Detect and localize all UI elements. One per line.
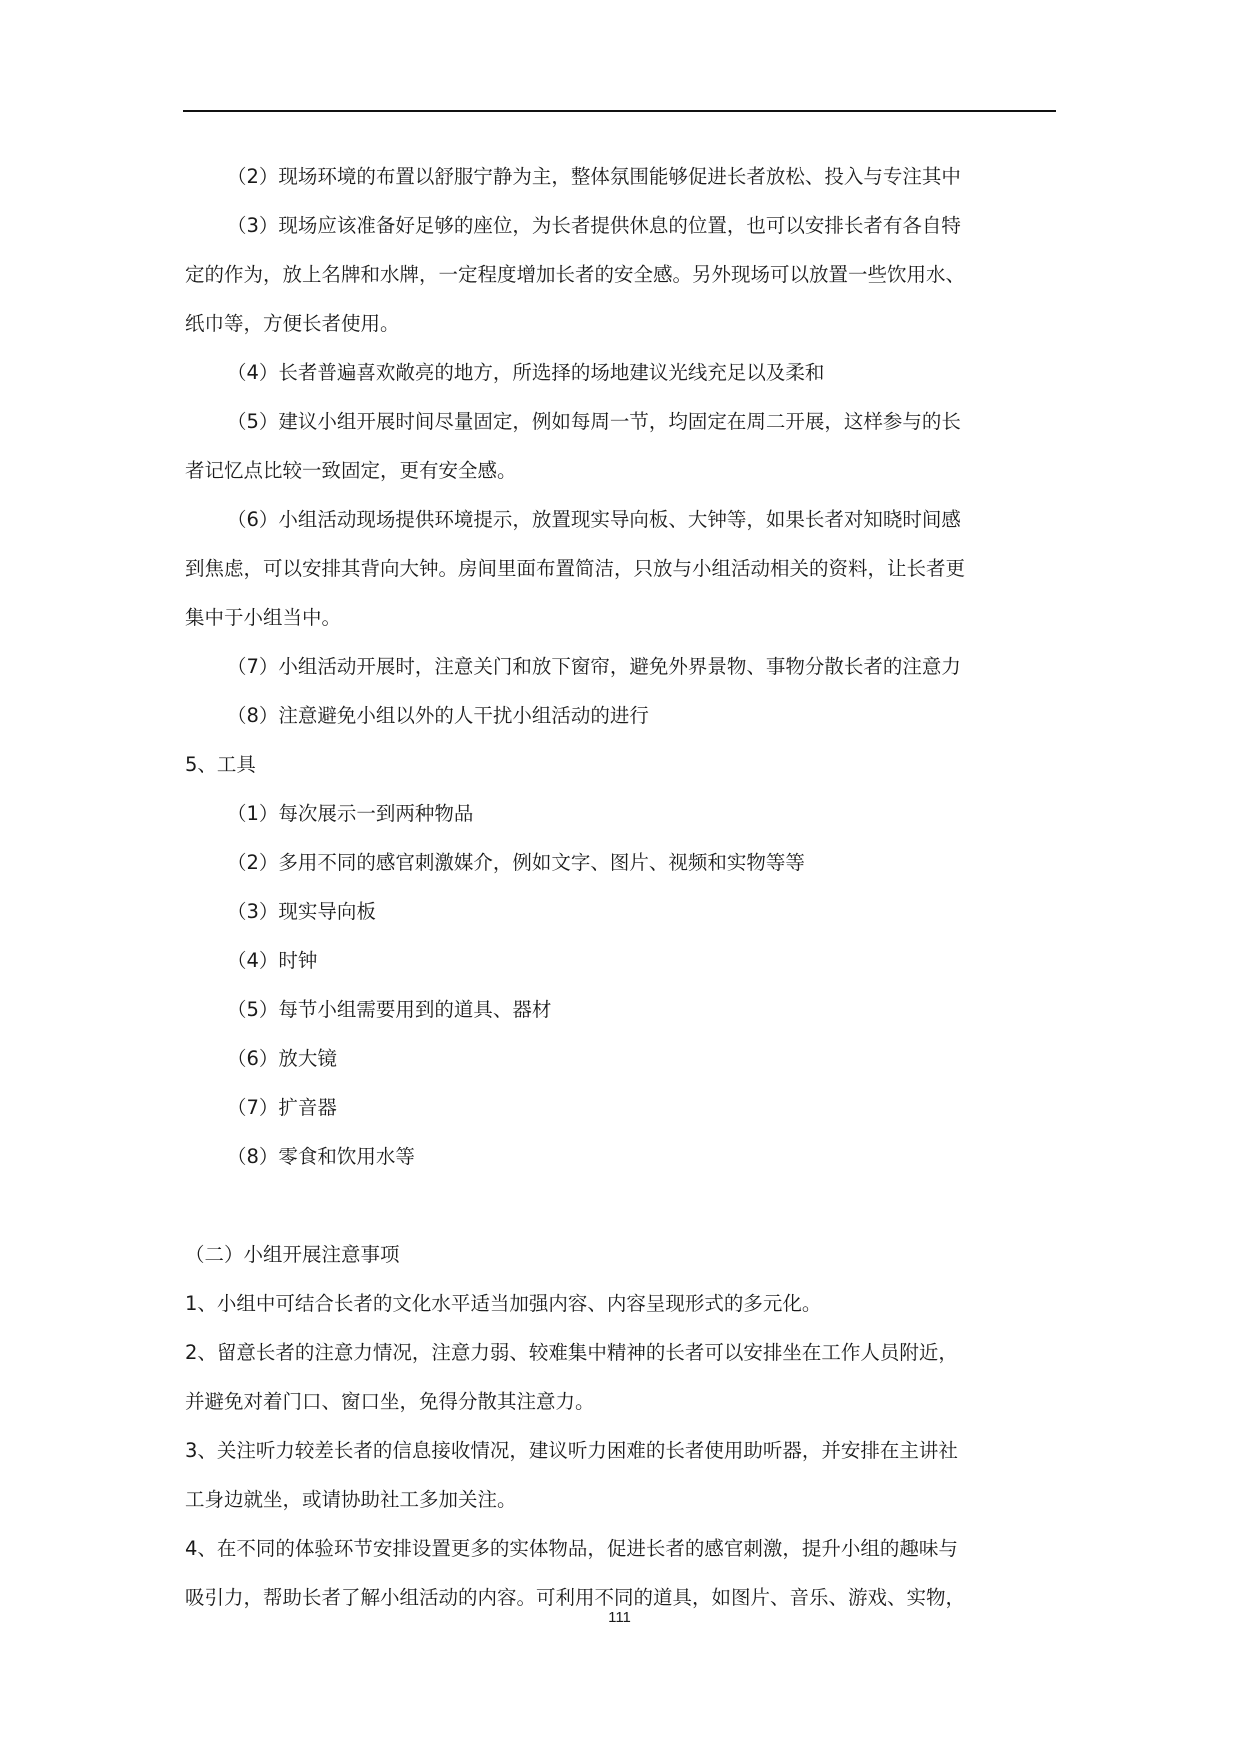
list-item: （8）零食和饮用水等 — [227, 1145, 415, 1168]
paragraph-line: 1、小组中可结合长者的文化水平适当加强内容、内容呈现形式的多元化。 — [185, 1292, 822, 1315]
paragraph-line: 4、在不同的体验环节安排设置更多的实体物品，促进长者的感官刺激，提升小组的趣味与 — [185, 1537, 958, 1560]
list-item: （5）每节小组需要用到的道具、器材 — [227, 998, 552, 1021]
paragraph-line: （4）长者普遍喜欢敞亮的地方，所选择的场地建议光线充足以及柔和 — [227, 361, 825, 384]
paragraph-line: （3）现场应该准备好足够的座位，为长者提供休息的位置，也可以安排长者有各自特 — [227, 214, 961, 237]
header-rule — [183, 110, 1056, 112]
paragraph-line: 并避免对着门口、窗口坐，免得分散其注意力。 — [185, 1390, 595, 1413]
page-number: 111 — [608, 1609, 631, 1626]
paragraph-line: 2、留意长者的注意力情况，注意力弱、较难集中精神的长者可以安排坐在工作人员附近， — [185, 1341, 958, 1364]
paragraph-line: （8）注意避免小组以外的人干扰小组活动的进行 — [227, 704, 649, 727]
list-item: （3）现实导向板 — [227, 900, 376, 923]
paragraph-line: （5）建议小组开展时间尽量固定，例如每周一节，均固定在周二开展，这样参与的长 — [227, 410, 961, 433]
paragraph-line: （2）现场环境的布置以舒服宁静为主，整体氛围能够促进长者放松、投入与专注其中 — [227, 165, 961, 188]
list-item: （7）扩音器 — [227, 1096, 337, 1119]
paragraph-line: 者记忆点比较一致固定，更有安全感。 — [185, 459, 517, 482]
paragraph-line: 吸引力，帮助长者了解小组活动的内容。可利用不同的道具，如图片、音乐、游戏、实物， — [185, 1586, 966, 1609]
list-item: （1）每次展示一到两种物品 — [227, 802, 474, 825]
list-item: （6）放大镜 — [227, 1047, 337, 1070]
paragraph-line: （6）小组活动现场提供环境提示，放置现实导向板、大钟等，如果长者对知晓时间感 — [227, 508, 961, 531]
blank-line — [185, 1181, 1055, 1230]
paragraph-line: （7）小组活动开展时，注意关门和放下窗帘，避免外界景物、事物分散长者的注意力 — [227, 655, 961, 678]
paragraph-line: 工身边就坐，或请协助社工多加关注。 — [185, 1488, 517, 1511]
paragraph-line: 到焦虑，可以安排其背向大钟。房间里面布置简洁，只放与小组活动相关的资料，让长者更 — [185, 557, 966, 580]
section-heading: （二）小组开展注意事项 — [185, 1243, 400, 1266]
paragraph-line: 集中于小组当中。 — [185, 606, 342, 629]
list-item: （4）时钟 — [227, 949, 318, 972]
list-item: （2）多用不同的感官刺激媒介，例如文字、图片、视频和实物等等 — [227, 851, 805, 874]
document-body — [185, 152, 1055, 1622]
paragraph-line: 定的作为，放上名牌和水牌，一定程度增加长者的安全感。另外现场可以放置一些饮用水、 — [185, 263, 966, 286]
paragraph-line: 3、关注听力较差长者的信息接收情况，建议听力困难的长者使用助听器，并安排在主讲社 — [185, 1439, 958, 1462]
section-heading: 5、工具 — [185, 753, 256, 776]
paragraph-line: 纸巾等，方便长者使用。 — [185, 312, 400, 335]
